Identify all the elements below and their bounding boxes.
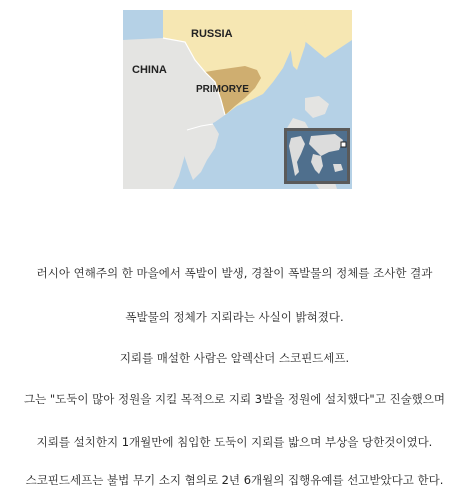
article-paragraph-6: 스코핀드세프는 불법 무기 소지 혐의로 2년 6개월의 집행유예를 선고받았다고 한다. <box>25 473 444 487</box>
article-paragraph-3: 지뢰를 매설한 사람은 알렉산더 스코핀드세프. <box>119 351 350 365</box>
label-china: CHINA <box>132 64 167 76</box>
inset-location-marker <box>341 142 346 147</box>
world-locator-inset <box>284 128 350 184</box>
article-paragraph-5: 지뢰를 설치한지 1개월만에 침입한 도둑이 지뢰를 밟으며 부상을 당한것이였다. <box>36 435 433 449</box>
article-paragraph-4: 그는 "도둑이 많아 정원을 지킬 목적으로 지뢰 3발을 정원에 설치했다"고 진술했으며 <box>23 392 446 406</box>
label-primorye: PRIMORYE <box>196 84 249 95</box>
region-map-svg <box>123 10 352 189</box>
label-russia: RUSSIA <box>191 28 233 40</box>
region-map <box>123 10 352 189</box>
article-paragraph-1: 러시아 연해주의 한 마을에서 폭발이 발생, 경찰이 폭발물의 정체를 조사한 결과 <box>36 266 433 280</box>
article-paragraph-2: 폭발물의 정체가 지뢰라는 사실이 밝혀졌다. <box>125 310 344 324</box>
